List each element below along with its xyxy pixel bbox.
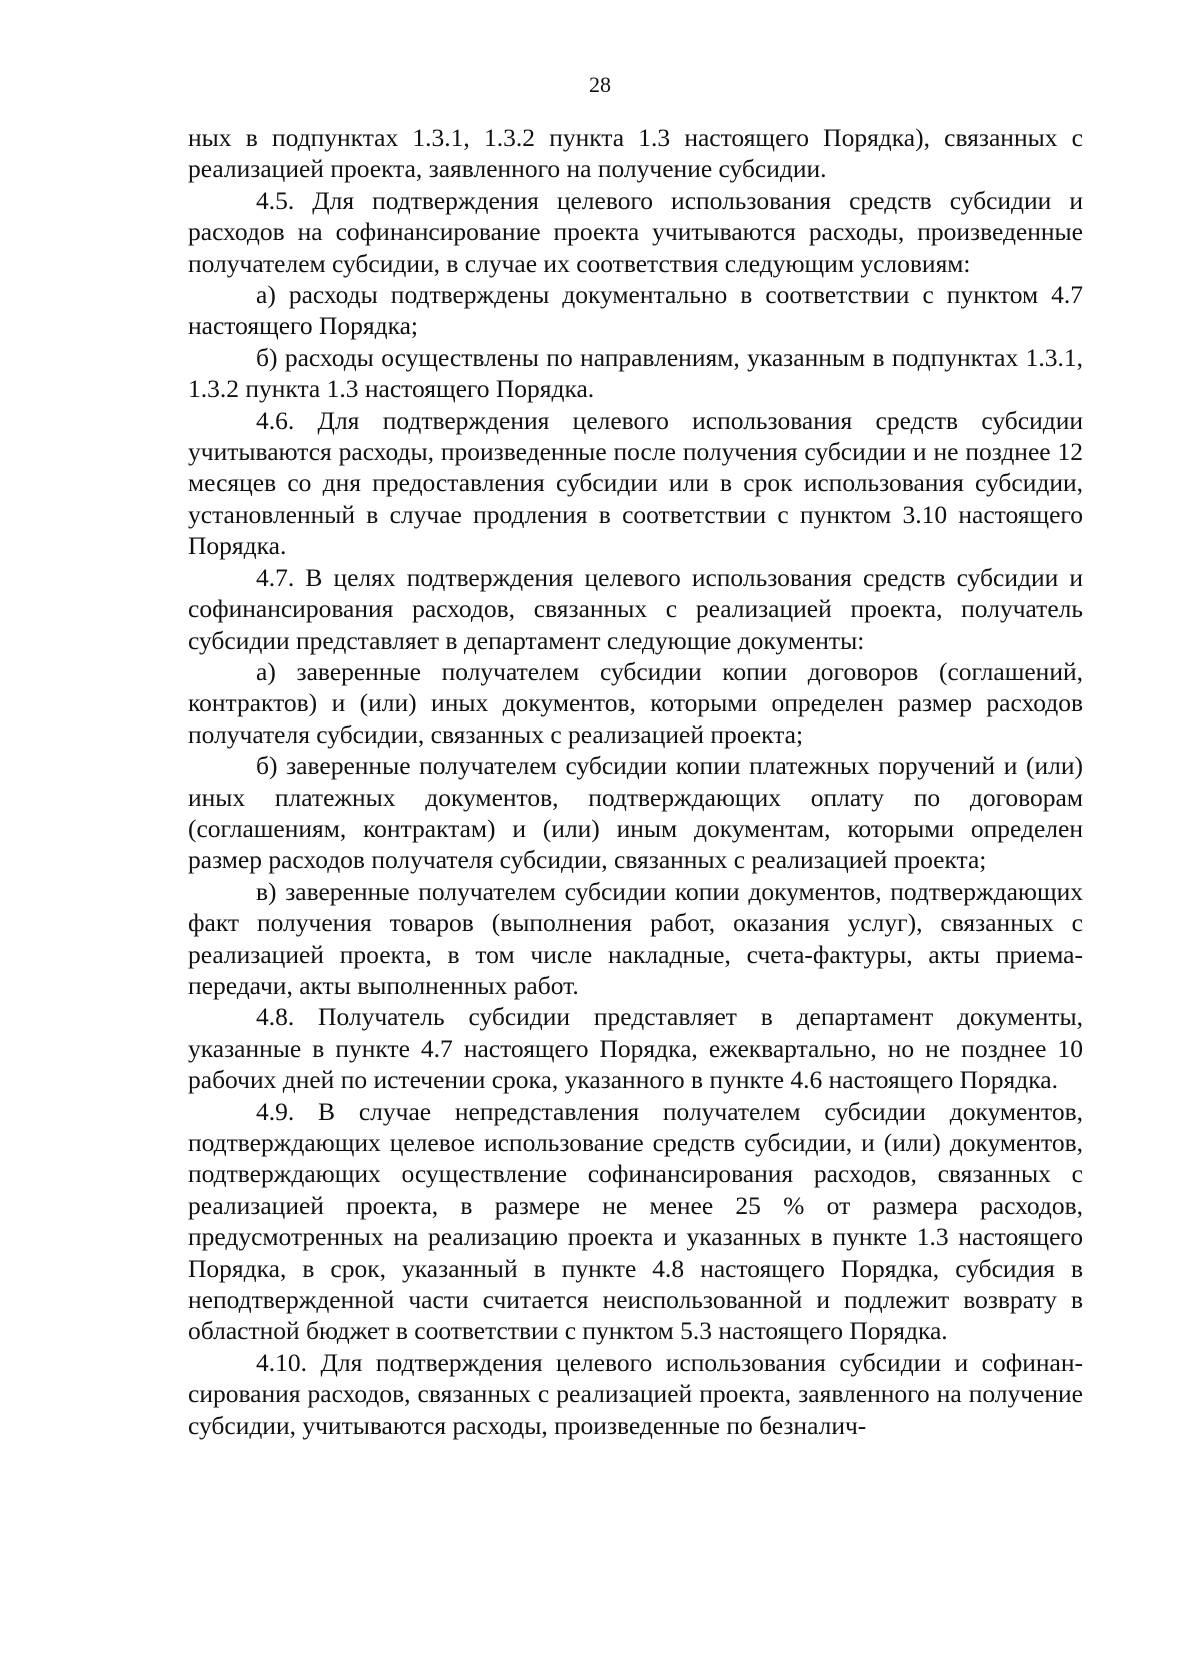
document-body	[188, 122, 1083, 1441]
page-number: 28	[589, 72, 611, 97]
paragraph-4-9: 4.9. В случае непредставления получателем субсидии документов, подтверждающих целевое использование средств субсидии, и (или) документов, подтверждающих осуществление софинансирования расходов, связанных с реализацией проекта, в размере не менее 25 % от размера расходов, предусмотренных на реализацию проекта и указанных в пункте 1.3 настоящего Порядка, в срок, указанный в пункте 4.8 настоящего Порядка, субсидия в неподтвержденной части считается неиспользованной и подлежит возврату в областной бюджет в соответствии с пунктом 5.3 настоящего Порядка.	[188, 1096, 1083, 1346]
paragraph-4-7: 4.7. В целях подтверждения целевого использования средств субсидии и софинансирования расходов, связанных с реализацией проекта, получатель субсидии представляет в департамент следующие документы:	[188, 562, 1083, 655]
paragraph-continuation: ных в подпунктах 1.3.1, 1.3.2 пункта 1.3 настоящего Порядка), связанных с реализацией проекта, заявленного на получение субсидии.	[188, 123, 1083, 184]
paragraph-4-6: 4.6. Для подтверждения целевого использования средств субсидии учитываются расходы, произведенные после получения субсидии и не позднее 12 месяцев со дня предоставления субсидии или в срок использования субсидии, установленный в случае продления в соответствии с пунктом 3.10 настоящего Порядка.	[188, 405, 1083, 561]
paragraph-4-5-b: б) расходы осуществлены по направлениям, указанным в подпунктах 1.3.1, 1.3.2 пункта 1.3 настоящего Порядка.	[188, 342, 1083, 404]
paragraph-4-10: 4.10. Для подтверждения целевого использования субсидии и софинансирования расходов, связанных с реализацией проекта, заявленного на получение субсидии, учитываются расходы, произведенные по безналич-	[188, 1347, 1083, 1440]
paragraph-4-8: 4.8. Получатель субсидии представляет в департамент документы, указанные в пункте 4.7 настоящего Порядка, ежеквартально, но не позднее 10 рабочих дней по истечении срока, указанного в пункте 4.6 настоящего Порядка.	[188, 1002, 1083, 1095]
paragraph-4-7-a: а) заверенные получателем субсидии копии договоров (соглашений, контрактов) и (или) иных документов, которыми определен размер расходов получателя субсидии, связанных с реализацией проекта;	[188, 656, 1083, 749]
paragraph-4-7-v: в) заверенные получателем субсидии копии документов, подтверждающих факт получения товаров (выполнения работ, оказания услуг), связанных с реализацией проекта, в том числе накладные, счета-фактуры, акты приема-передачи, акты выполненных работ.	[188, 876, 1083, 1000]
paragraph-4-5-a: а) расходы подтверждены документально в соответствии с пунктом 4.7 настоящего Порядка;	[188, 280, 1083, 341]
paragraph-4-7-b: б) заверенные получателем субсидии копии платежных поручений и (или) иных платежных документов, подтверждающих оплату по договорам (соглашениям, контрактам) и (или) иным документам, которыми определен размер расходов получателя субсидии, связанных с реализацией проекта;	[188, 751, 1083, 875]
paragraph-4-5: 4.5. Для подтверждения целевого использования средств субсидии и расходов на софинансирование проекта учитываются расходы, произведенные получателем субсидии, в случае их соответствия следующим условиям:	[188, 185, 1083, 278]
